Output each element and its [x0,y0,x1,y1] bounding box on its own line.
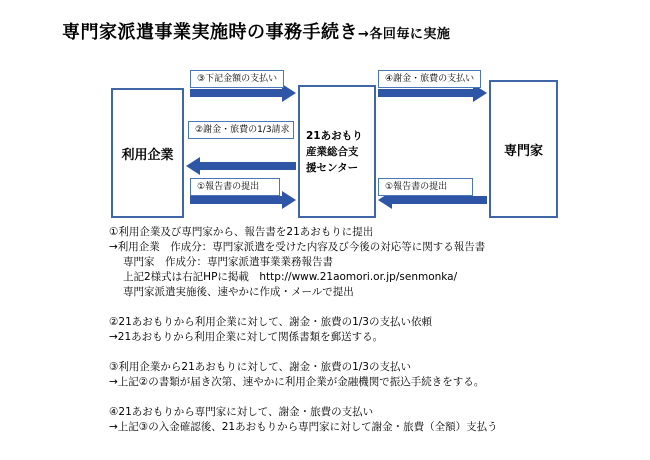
procedure-description [109,225,639,435]
desc-line: ①利用企業及び専門家から、報告書を21あおもりに提出 [109,226,374,238]
expert-box: 専門家 [489,80,558,218]
desc-line: →上記②の書類が届き次第、速やかに利用企業が金融機関で振込手続きをする。 [109,376,485,388]
label-step2-request: ②謝金・旅費の1/3請求 [188,121,294,139]
desc-line: →上記③の入金確認後、21あおもりから専門家に対して謝金・旅費（全額）支払う [109,421,498,433]
center-box: 21あおもり産業総合支援センター [298,85,376,218]
label-step4-payment: ④謝金・旅費の支払い [378,70,481,88]
desc-line: 上記2様式は右記HPに掲載 http://www.21aomori.or.jp/senmonka/ [123,271,458,283]
desc-line: →利用企業 作成分：専門家派遣を受けた内容及び今後の対応等に関する報告書 [109,241,486,253]
desc-line: ②21あおもりから利用企業に対して、謝金・旅費の1/3の支払い依頼 [109,316,432,328]
desc-line: 専門家 作成分：専門家派遣事業業務報告書 [123,256,333,268]
desc-line: ③利用企業から21あおもりに対して、謝金・旅費の1/3の支払い [109,361,411,373]
label-step1-expert: ①報告書の提出 [378,178,473,196]
desc-line: 専門家派遣実施後、速やかに作成・メールで提出 [123,286,354,298]
label-step3-payment: ③下記金額の支払い [190,70,284,88]
title-main: 専門家派遣事業実施時の事務手続き [62,22,358,43]
title-subtitle: →各回毎に実施 [358,27,451,42]
desc-line: →21あおもりから利用企業に対して関係書類を郵送する。 [109,331,384,343]
label-step1-company: ①報告書の提出 [190,178,280,196]
arrow-step2-left [186,157,296,175]
desc-line: ④21あおもりから専門家に対して、謝金・旅費の支払い [109,406,374,418]
company-box: 利用企業 [111,88,184,218]
